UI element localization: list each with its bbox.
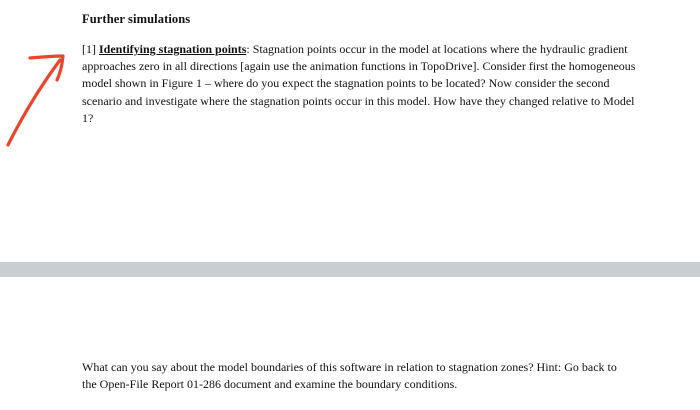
page-separator: [0, 262, 700, 277]
section-heading: Further simulations: [82, 12, 191, 26]
hand-drawn-arrow-icon: [0, 40, 80, 155]
question-2-paragraph: What can you say about the model boundaries of this software in relation to stagnation zones? Hint: Go back to the Open-File Report 01-286 document and examine the boundary conditions.: [82, 360, 617, 392]
question-1-number: [1]: [82, 42, 96, 56]
question-1-body: Stagnation points occur in the model at locations where the hydraulic gradient approaches zero in all directions [again use the animation functions in TopoDrive]. Consider first the homogeneous model shown in Figure 1 – where do you expect the stagnation points to be located? Now consider the second scenario and investigate where the stagnation points occur in this model. How have they changed relative to Model 1?: [82, 42, 636, 125]
question-1-paragraph: [82, 41, 642, 127]
question-1-colon: :: [246, 42, 250, 56]
question-1-title: Identifying stagnation points: [99, 42, 247, 56]
